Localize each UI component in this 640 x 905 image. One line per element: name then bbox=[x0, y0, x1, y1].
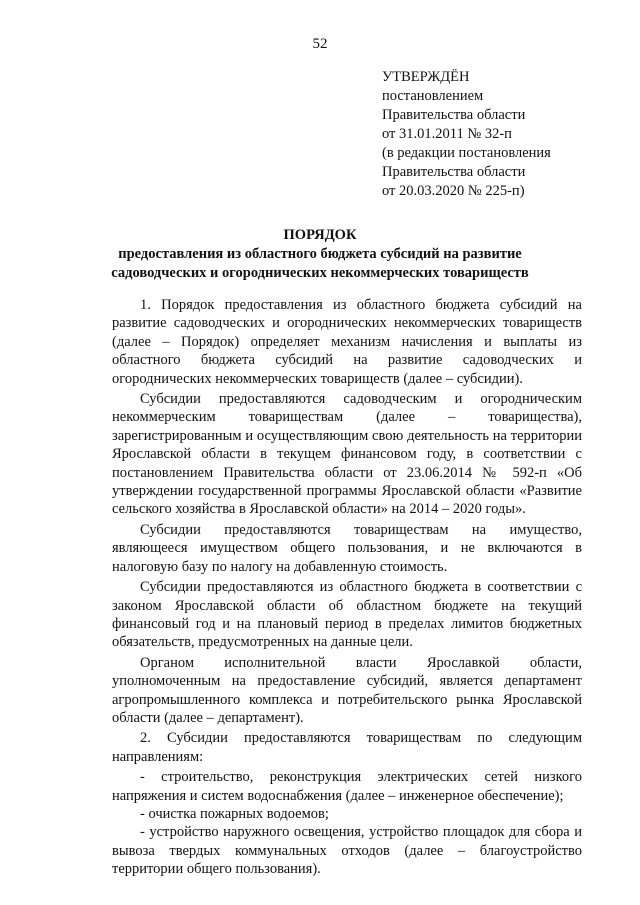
paragraph: Субсидии предоставляются из областного бюджета в соответствии с законом Ярославской области об областном бюджете на текущий финансовый год и на плановый период в пределах лимитов бюджетных обязательств, предусмотренных на данные цели. bbox=[112, 579, 582, 651]
approval-line: от 31.01.2011 № 32-п bbox=[382, 126, 512, 142]
approval-line: Правительства области bbox=[382, 164, 526, 180]
paragraph: Субсидии предоставляются садоводческим и огородническим некоммерческим товариществам (далее – товарищества), зарегистрированным и осуществляющим свою деятельность на территории Ярославской области в текущем финансовом году, в соответствии с постановлением Правительства области от 23.06.2014 № 592-п «Об утверждении государственной программы Ярославской области «Развитие сельского хозяйства в Ярославской области» на 2014 – 2020 годы». bbox=[112, 391, 582, 518]
document-body bbox=[112, 296, 582, 879]
title-heading: ПОРЯДОК bbox=[283, 227, 357, 243]
list-item: - строительство, реконструкция электрических сетей низкого напряжения и систем водоснабжения (далее – инженерное обеспечение); bbox=[112, 769, 582, 804]
approval-line: УТВЕРЖДЁН bbox=[382, 69, 470, 85]
document-title bbox=[60, 226, 580, 283]
paragraph: Субсидии предоставляются товариществам на имущество, являющееся имуществом общего пользования, и не включаются в налоговую базу по налогу на добавленную стоимость. bbox=[112, 521, 582, 575]
approval-line: Правительства области bbox=[382, 107, 526, 123]
approval-stamp bbox=[382, 68, 551, 201]
approval-line: постановлением bbox=[382, 88, 484, 104]
title-subtitle-line: садоводческих и огороднических некоммерческих товариществ bbox=[111, 265, 529, 281]
title-subtitle-line: предоставления из областного бюджета субсидий на развитие bbox=[118, 246, 522, 262]
list-item: - устройство наружного освещения, устройство площадок для сбора и вывоза твердых коммунальных отходов (далее – благоустройство территории общего пользования). bbox=[112, 824, 582, 878]
list-item: - очистка пожарных водоемов; bbox=[140, 805, 329, 822]
page-number: 52 bbox=[312, 36, 328, 52]
paragraph: 1. Порядок предоставления из областного бюджета субсидий на развитие садоводческих и огороднических некоммерческих товариществ (далее – Порядок) определяет механизм начисления и выплаты из областного бюджета субсидий на развитие садоводческих и огороднических некоммерческих товариществ (далее – субсидии). bbox=[112, 297, 582, 387]
paragraph: 2. Субсидии предоставляются товариществам по следующим направлениям: bbox=[112, 730, 582, 765]
approval-line: (в редакции постановления bbox=[382, 145, 551, 161]
paragraph: Органом исполнительной власти Ярославкой области, уполномоченным на предоставление субсидий, является департамент агропромышленного комплекса и потребительского рынка Ярославской области (далее – департамент). bbox=[112, 654, 582, 726]
approval-line: от 20.03.2020 № 225-п) bbox=[382, 183, 525, 199]
